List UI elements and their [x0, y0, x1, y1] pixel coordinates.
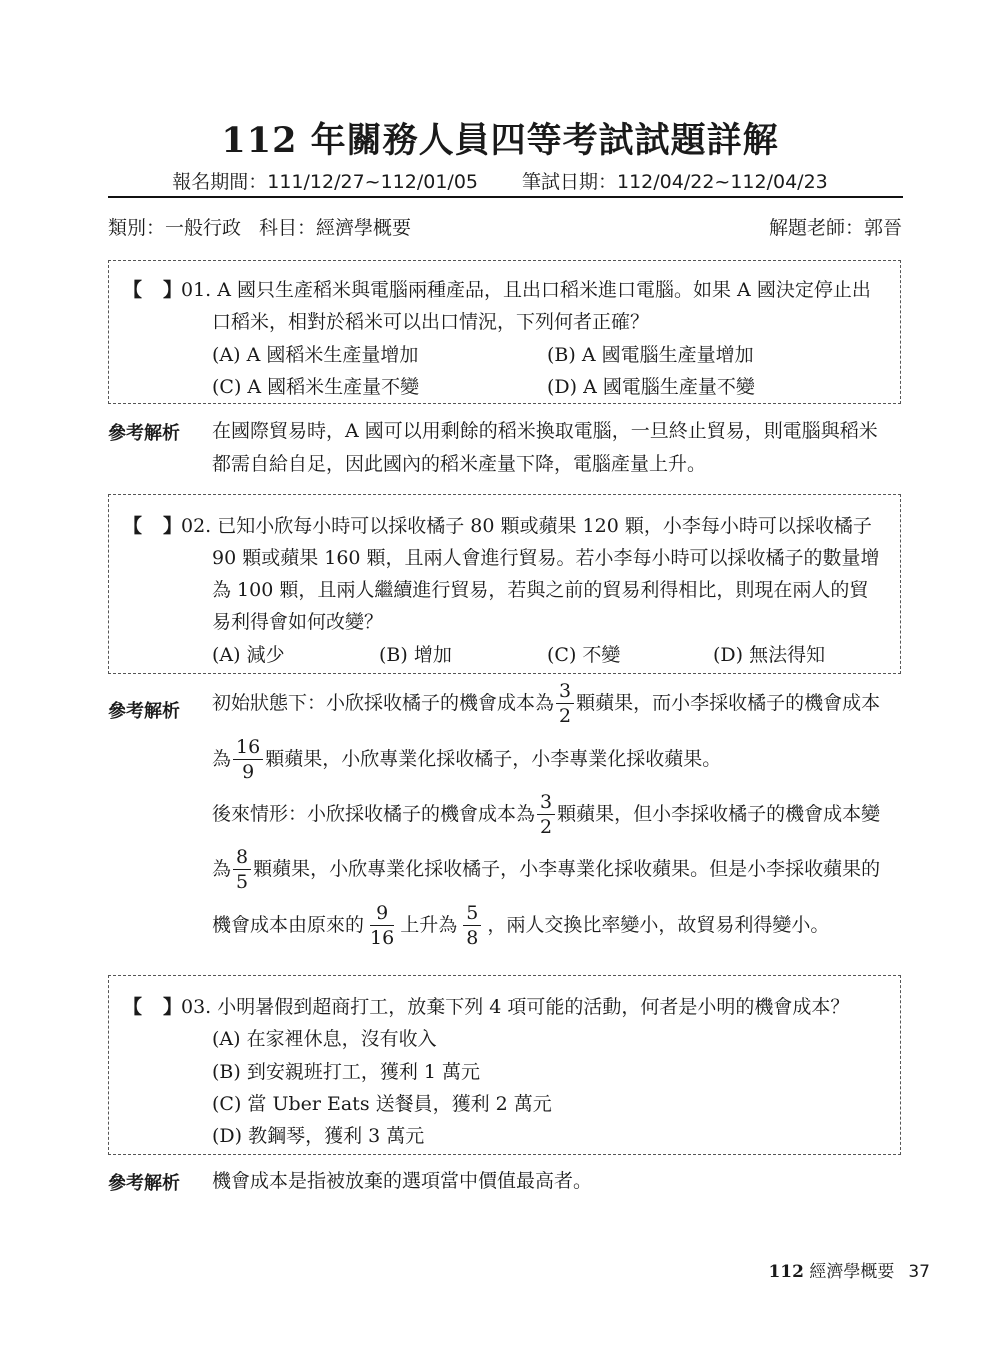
fraction: $\frac{16}{9}$	[233, 738, 263, 782]
option-c: (C) 當 Uber Eats 送餐員，獲利 2 萬元	[212, 1093, 552, 1115]
option-d: (D) 無法得知	[713, 644, 826, 666]
category-label: 類別：一般行政	[108, 217, 242, 239]
answer-text-line: 為 $\frac{16}{9}$ 顆蘋果，小欣專業化採收橘子，小李專業化採收蘋果。	[212, 736, 722, 783]
option-b: (B) A 國電腦生產量增加	[547, 344, 754, 366]
question-text-line: 02. 已知小欣每小時可以採收橘子 80 顆或蘋果 120 顆，小李每小時可以採收橘子	[181, 515, 872, 537]
page-title: 112 年關務人員四等考試試題詳解	[221, 120, 779, 161]
answer-label: 參考解析	[108, 423, 180, 444]
answer-text-line: 初始狀態下：小欣採收橘子的機會成本為 $\frac{3}{2}$ 顆蘋果，而小李採收橘子的機會成本	[212, 680, 881, 727]
header-divider	[108, 196, 903, 198]
question-text-line: 90 顆或蘋果 160 顆，且兩人會進行貿易。若小李每小時可以採收橘子的數量增	[212, 547, 880, 569]
option-b: (B) 到安親班打工，獲利 1 萬元	[212, 1061, 480, 1083]
answer-bracket-open: 【	[123, 996, 143, 1018]
fraction: $\frac{8}{5}$	[233, 848, 251, 892]
option-a: (A) A 國稻米生產量增加	[212, 344, 419, 366]
page-number: 37	[908, 1262, 930, 1282]
exam-dates	[0, 167, 1000, 194]
answer-text-line: 後來情形：小欣採收橘子的機會成本為 $\frac{3}{2}$ 顆蘋果，但小李採收橘子的機會成本變	[212, 791, 881, 838]
answer-bracket-close: 】	[163, 515, 183, 537]
question-text-line: 01. A 國只生產稻米與電腦兩種產品，且出口稻米進口電腦。如果 A 國決定停止出	[181, 279, 871, 301]
answer-bracket-close: 】	[163, 279, 183, 301]
answer-text-line: 都需自給自足，因此國內的稻米產量下降，電腦產量上升。	[212, 453, 707, 475]
option-c: (C) 不變	[547, 644, 621, 666]
option-d: (D) 教鋼琴，獲利 3 萬元	[212, 1125, 425, 1147]
answer-text-line: 機會成本由原來的 $\frac{9}{16}$ 上升為 $\frac{5}{8}$ ，兩人交換比率變小，故貿易利得變小。	[212, 902, 830, 949]
footer-subject: 經濟學概要	[809, 1262, 895, 1282]
question-text-line: 易利得會如何改變？	[212, 611, 384, 633]
option-a: (A) 在家裡休息，沒有收入	[212, 1028, 437, 1050]
footer-year: 112	[768, 1262, 804, 1282]
question-text-line: 03. 小明暑假到超商打工，放棄下列 4 項可能的活動，何者是小明的機會成本？	[181, 996, 850, 1018]
answer-label: 參考解析	[108, 1173, 180, 1194]
option-d: (D) A 國電腦生產量不變	[547, 376, 755, 398]
registration-period: 報名期間：111/12/27~112/01/05	[172, 171, 478, 193]
option-b: (B) 增加	[379, 644, 452, 666]
subject-label: 科目：經濟學概要	[259, 217, 412, 239]
question-text-line: 口稻米，相對於稻米可以出口情況，下列何者正確？	[212, 311, 650, 333]
exam-date: 筆試日期：112/04/22~112/04/23	[522, 171, 828, 193]
exam-meta	[108, 213, 411, 240]
fraction: $\frac{3}{2}$	[556, 682, 574, 726]
question-box-02	[108, 494, 901, 674]
answer-text-line: 機會成本是指被放棄的選項當中價值最高者。	[212, 1170, 593, 1192]
question-box-03	[108, 975, 901, 1155]
answer-bracket-close: 】	[163, 996, 183, 1018]
answer-label: 參考解析	[108, 701, 180, 722]
answer-text-line: 在國際貿易時，A 國可以用剩餘的稻米換取電腦，一旦終止貿易，則電腦與稻米	[212, 420, 878, 442]
question-text-line: 為 100 顆，且兩人繼續進行貿易，若與之前的貿易利得相比，則現在兩人的貿	[212, 579, 869, 601]
fraction: $\frac{5}{8}$	[463, 904, 481, 948]
option-c: (C) A 國稻米生產量不變	[212, 376, 420, 398]
option-a: (A) 減少	[212, 644, 285, 666]
fraction: $\frac{9}{16}$	[370, 902, 395, 949]
question-box-01	[108, 260, 901, 404]
teacher-label: 解題老師：郭晉	[768, 217, 902, 239]
answer-bracket-open: 【	[123, 515, 143, 537]
answer-text-line: 為 $\frac{8}{5}$ 顆蘋果，小欣專業化採收橘子，小李專業化採收蘋果。但是小李採收蘋果的	[212, 846, 881, 893]
answer-bracket-open: 【	[123, 279, 143, 301]
fraction: $\frac{3}{2}$	[537, 793, 555, 837]
page-footer	[768, 1257, 930, 1282]
